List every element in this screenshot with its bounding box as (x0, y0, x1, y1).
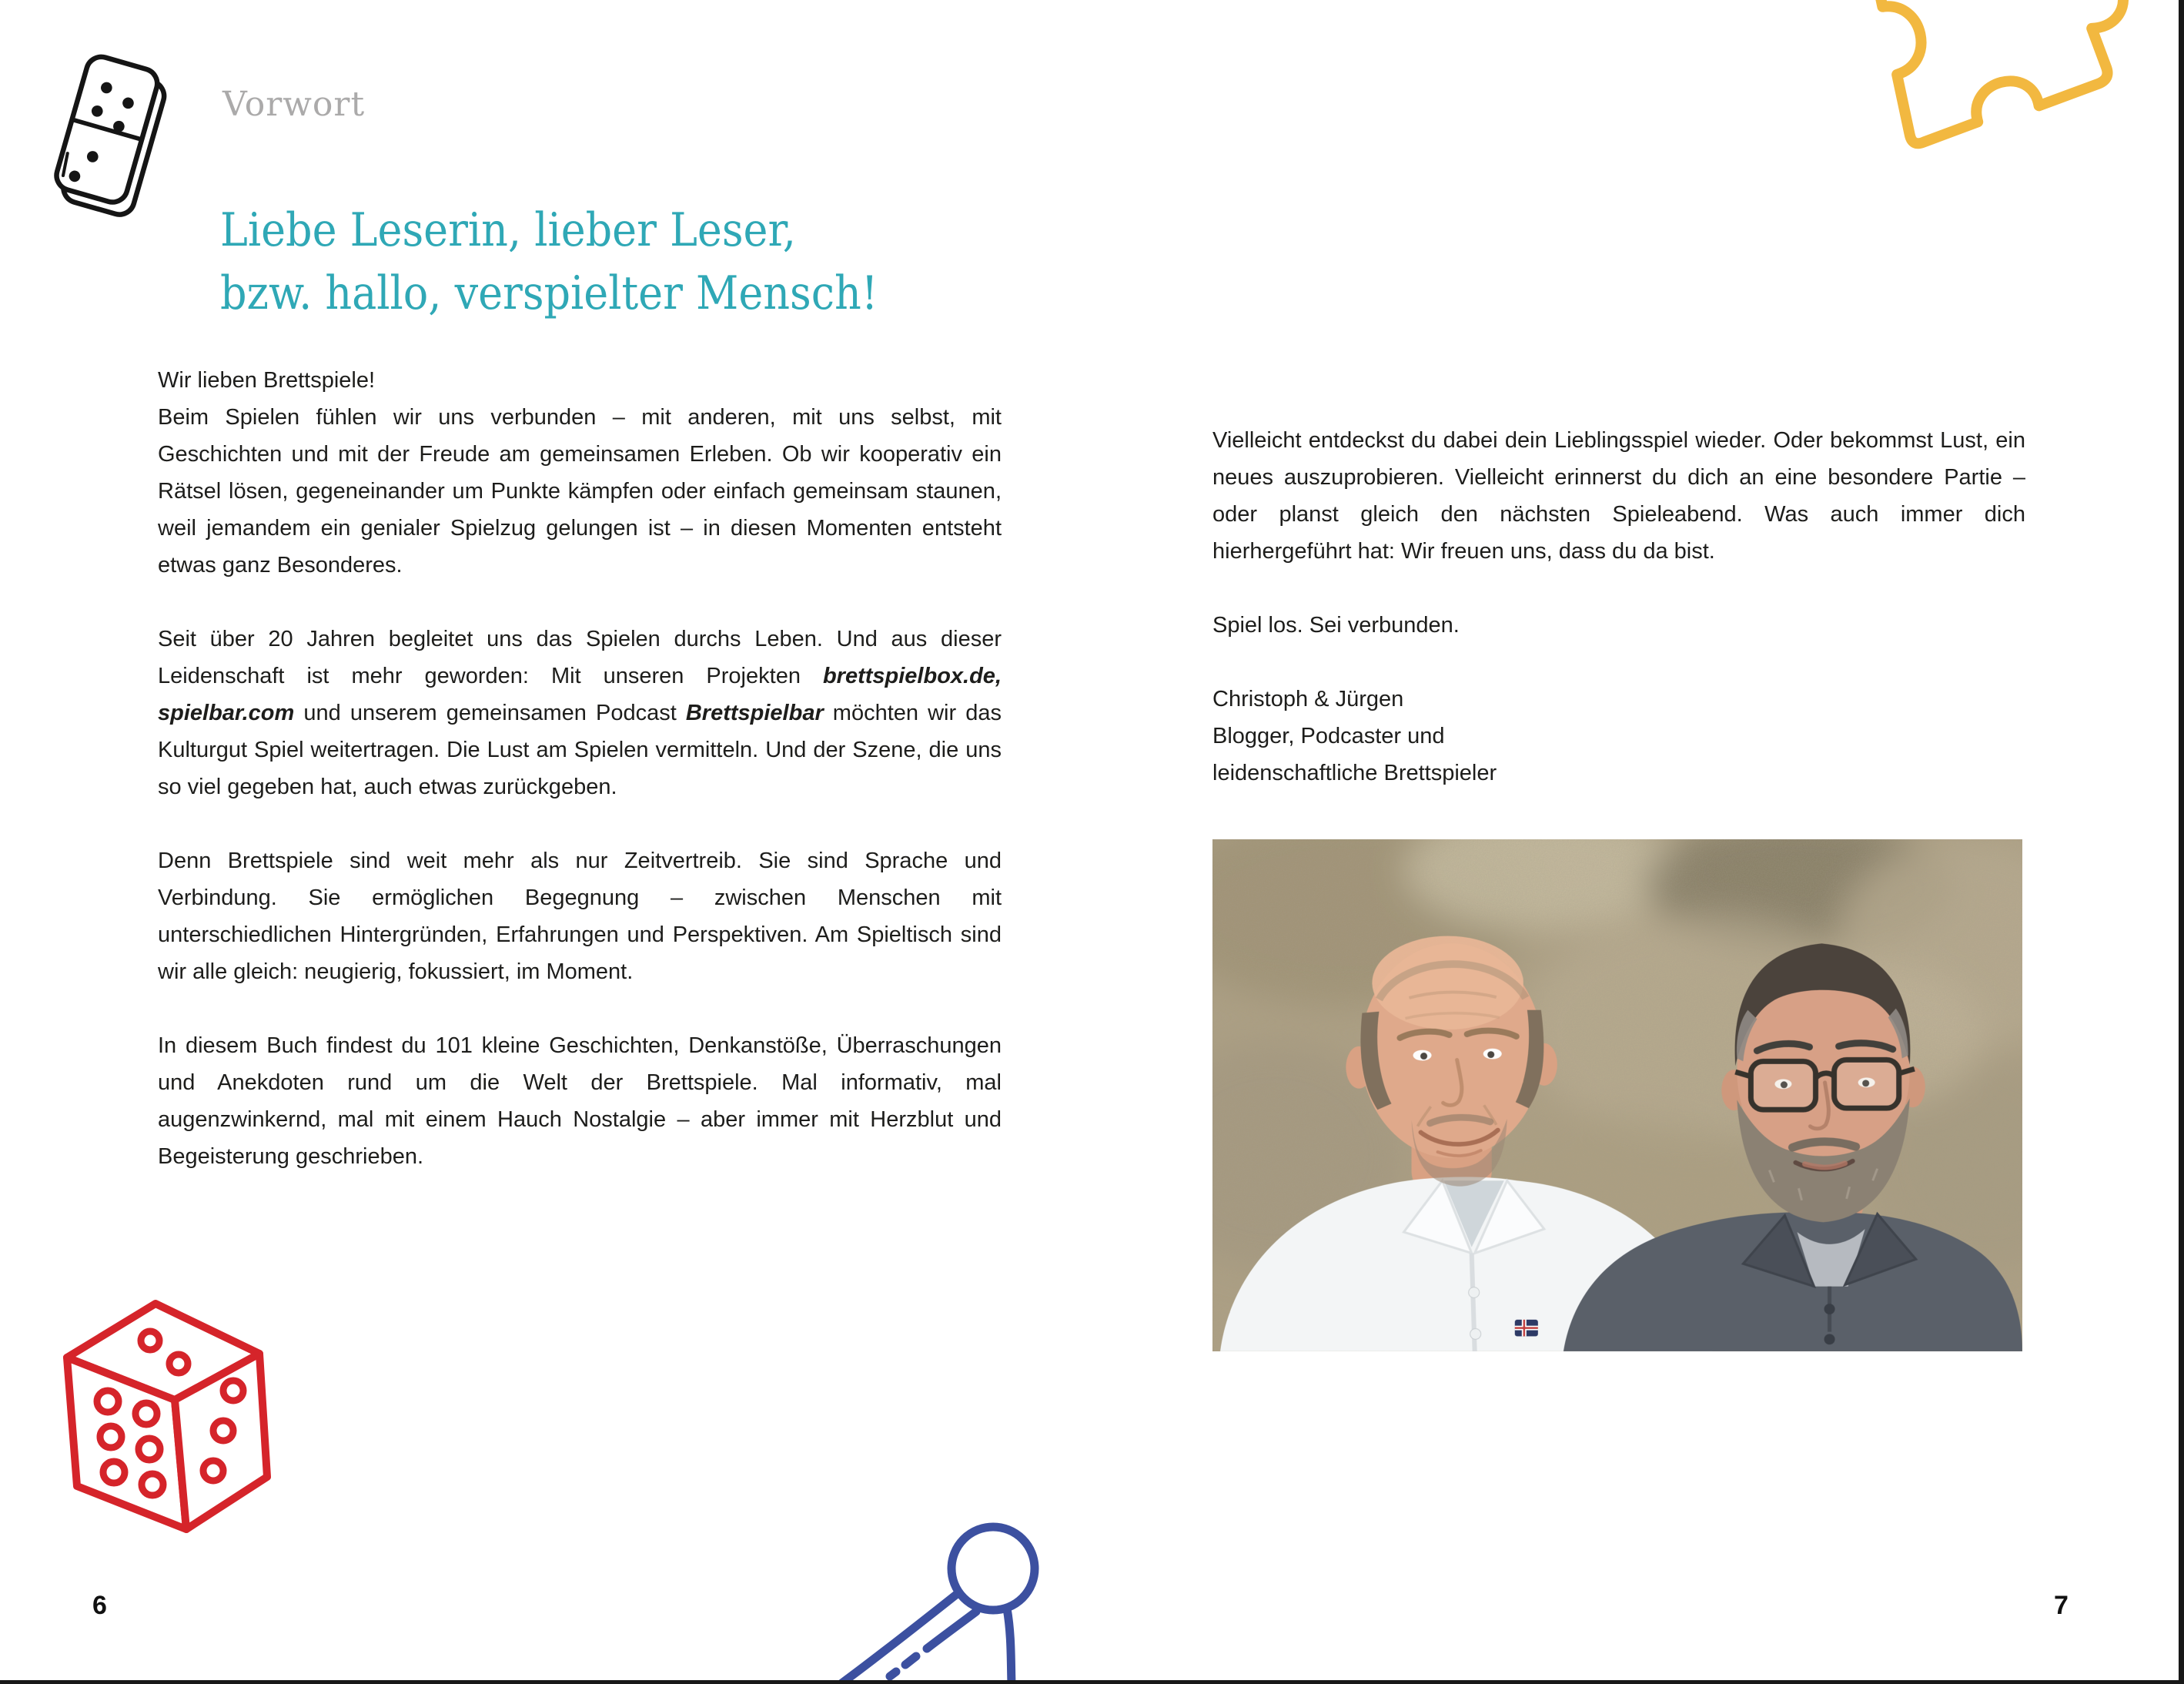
right-text-column (1212, 422, 2025, 792)
projects-text-3: möchten wir das Kulturgut Spiel weitertragen. Die Lust am Spielen vermitteln. Und der Szene, die uns so viel gegeben hat, auch etwas zurückgeben. (158, 701, 1002, 799)
podcast-name: Brettspielbar (685, 701, 824, 725)
paragraph-motto: Spiel los. Sei verbunden. (1212, 613, 1460, 638)
paragraph-welcome: Vielleicht entdeckst du dabei dein Lieblingsspiel wieder. Oder bekommst Lust, ein neues auszuprobieren. Vielleicht erinnerst du dich an eine besondere Partie – oder planst gleich den nächsten Spieleabend. Was auch immer dich hierhergeführt hat: Wir freuen uns, dass du da bist. (1212, 428, 2025, 564)
puzzle-piece-icon (1799, 0, 2184, 208)
domino-icon (29, 40, 179, 240)
paragraph-book-content: In diesem Buch findest du 101 kleine Geschichten, Denkanstöße, Überraschungen und Anekdoten rund um die Welt der Brettspiele. Mal informativ, mal augenzwinkernd, mal mit einem Hauch Nostalgie – aber immer mit Herzblut und Begeisterung geschrieben. (158, 1033, 1002, 1169)
signature-block (1212, 681, 2025, 792)
section-kicker: Vorwort (222, 85, 366, 124)
paragraph-projects (158, 621, 1002, 805)
page-title-line2: bzw. hallo, verspielter Mensch! (220, 266, 878, 320)
page-scan-edge-right (2179, 0, 2184, 1684)
page-number-left: 6 (92, 1591, 107, 1620)
dice-icon (40, 1284, 294, 1550)
page-title-line1: Liebe Leserin, lieber Leser, (220, 203, 796, 257)
brand-names: brettspielbox.de, spielbar.com (158, 664, 1002, 725)
signature-role-1: Blogger, Podcaster und (1212, 724, 1445, 748)
page-number-right: 7 (2054, 1591, 2069, 1620)
signature-role-2: leidenschaftliche Brettspieler (1212, 761, 1497, 785)
authors-photo (1212, 839, 2022, 1351)
paragraph-intro (158, 362, 1002, 584)
paragraph-connection: Denn Brettspiele sind weit mehr als nur Zeitvertreib. Sie sind Sprache und Verbindung. Sie ermöglichen Begegnung – zwischen Menschen mit unterschiedlichen Hintergründen, Erfahrungen und Perspektiven. Am Spieltisch sind wir alle gleich: neugierig, fokussiert, im Moment. (158, 849, 1002, 984)
intro-rest: Beim Spielen fühlen wir uns verbunden – mit anderen, mit uns selbst, mit Geschichten und mit der Freude am gemeinsamen Erleben. Ob wir kooperativ ein Rätsel lösen, gegeneinander um Punkte kämpfen oder einfach gemeinsam staunen, weil jemandem ein genialer Spielzug gelungen ist – in diesen Momenten entsteht etwas ganz Besonderes. (158, 405, 1002, 578)
shirt-flag-logo (1515, 1320, 1538, 1337)
page-scan-edge-bottom (0, 1680, 2184, 1684)
signature-names: Christoph & Jürgen (1212, 687, 1404, 711)
intro-first-line: Wir lieben Brettspiele! (158, 368, 376, 393)
projects-text-1: Seit über 20 Jahren begleitet uns das Spielen durchs Leben. Und aus dieser Leidenschaft ist mehr geworden: Mit unseren Projekten (158, 627, 1002, 688)
page-title (220, 199, 878, 325)
left-text-column (158, 362, 1002, 1175)
projects-text-2: und unserem gemeinsamen Podcast (294, 701, 686, 725)
meeple-figure-icon (825, 1482, 1156, 1684)
